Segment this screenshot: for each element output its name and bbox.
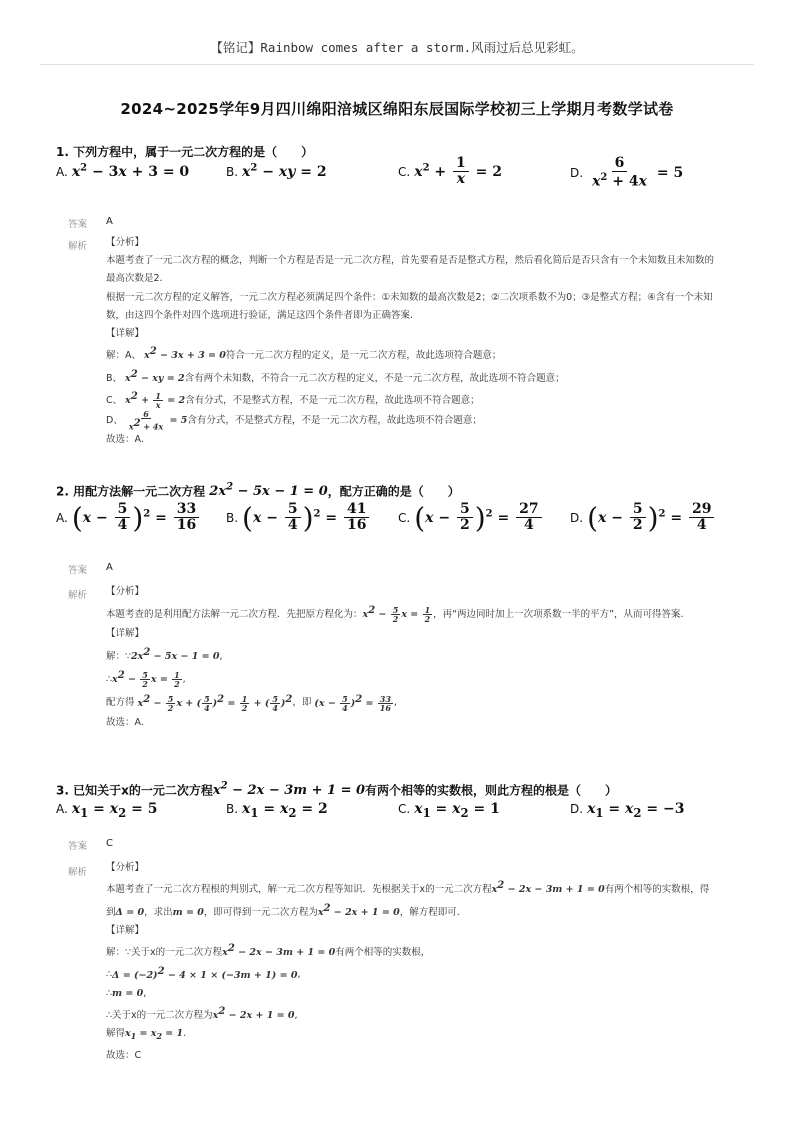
- q3-line-2: ∴Δ = $(-2)^2 - 4 \times 1 \times (-3m + 1) = 0$,: [106, 965, 301, 981]
- q1-option-d[interactable]: D. $\frac{6}{x^2 + 4x}$ = 5: [570, 155, 684, 191]
- q3-line-1: 解：∵关于x的一元二次方程$x^2 - 2x - 3m + 1 = 0$有两个相等的实数根，: [106, 943, 431, 959]
- q1-line-d: D、 $\frac{6}{x^2 + 4x}$ = 5含有分式，不是整式方程，不是一元二次方程，故此选项不符合题意；: [106, 409, 482, 432]
- q1-para-2: 根据一元二次方程的定义解答，一元二次方程必须满足四个条件：①未知数的最高次数是2；②二次项系数不为0；③是整式方程；④含有一个未知数，由这四个条件对四个选项进行验证，满足这四个条件者即为正确答案.: [106, 291, 713, 321]
- q1-line-a: 解：A、 $x^2 - 3x + 3 = 0$符合一元二次方程的定义，是一元二次方程，故此选项符合题意；: [106, 346, 502, 362]
- q3-option-d[interactable]: D. $x_1 = x_2 = -3$: [570, 801, 685, 820]
- q2-line-1: 解：$\because 2x^2 - 5x - 1 = 0$,: [106, 647, 223, 663]
- q1-analysis: [106, 234, 718, 449]
- q2-analysis: [106, 582, 718, 732]
- q3-fenxi: 【分析】: [106, 862, 145, 873]
- q3-analysis-label: 解析: [68, 867, 88, 878]
- q2-analysis-label: 解析: [68, 590, 88, 601]
- question-2-stem: 2. 用配方法解一元二次方程 $2x^2 - 5x - 1 = 0$，配方正确的是（ ）: [56, 482, 460, 500]
- q1-para-1: 本题考查了一元二次方程的概念，判断一个方程是否是一元二次方程，首先要看是否是整式方程，然后看化简后是否只含有一个未知数且未知数的最高次数是2.: [106, 255, 715, 285]
- q2-option-a[interactable]: A. (x − $\frac{5}{4}$ )$^2$ = $\frac{33}{16}$: [56, 501, 201, 534]
- q1-answer-label: 答案: [68, 219, 88, 230]
- page-header: 【铭记】Rainbow comes after a storm.风雨过后总见彩虹。: [210, 40, 584, 55]
- q2-xiangjie: 【详解】: [106, 628, 145, 640]
- q3-analysis: [106, 859, 718, 1065]
- q1-line-b: B、 $x^2$ − xy = 2含有两个未知数，不符合一元二次方程的定义，不是一元二次方程，故此选项不符合题意；: [106, 368, 565, 384]
- q1-analysis-label: 解析: [68, 241, 88, 252]
- q3-xiangjie: 【详解】: [106, 924, 145, 936]
- q2-line-2: $\therefore x^2$ − $\frac{5}{2}$ x = $\frac{1}{2}$ ,: [106, 670, 186, 690]
- question-3-stem: 3. 已知关于x的一元二次方程$x^2 - 2x - 3m + 1 = 0$有两个相等的实数根，则此方程的根是（ ）: [56, 781, 618, 799]
- q1-answer-value: A: [106, 216, 113, 227]
- q3-line-3: ∴m = 0,: [106, 987, 147, 999]
- q3-option-c[interactable]: C. $x_1 = x_2 = 1$: [398, 801, 500, 820]
- q2-option-d[interactable]: D. (x − $\frac{5}{2}$ )$^2$ = $\frac{29}{4}$: [570, 501, 716, 534]
- q3-para-1: 本题考查了一元二次方程根的判别式，解一元二次方程等知识．先根据关于x的一元二次方程$x^2 - 2x - 3m + 1 = 0$有两个相等的实数根，得到Δ = 0，求出m = 0，即可得到一元二次方程为$x^2 - 2x + 1 = 0$，解方程即可.: [106, 880, 710, 918]
- q3-end: 故选：C: [106, 1049, 142, 1061]
- q1-fenxi: 【分析】: [106, 237, 145, 248]
- q1-end: 故选：A.: [106, 433, 144, 445]
- q1-option-c[interactable]: C. $x^2$ + $\frac{1}{x}$ = 2: [398, 155, 502, 188]
- q3-option-b[interactable]: B. $x_1 = x_2 = 2$: [226, 801, 328, 820]
- page-title: 2024~2025学年9月四川绵阳涪城区绵阳东辰国际学校初三上学期月考数学试卷: [120, 100, 674, 118]
- q2-para-1: 本题考查的是利用配方法解一元二次方程．先把原方程化为：$x^2$ − $\frac{5}{2}$ x = $\frac{1}{2}$ ，再“两边同时加上一次项系数一半的平方”，从而可得答案.: [106, 605, 684, 625]
- q3-line-4: ∴关于x的一元二次方程为$x^2 - 2x + 1 = 0$,: [106, 1006, 298, 1022]
- header-divider: [40, 64, 754, 65]
- q1-option-a[interactable]: A. $x^2 - 3x + 3 = 0$: [56, 162, 190, 180]
- q1-line-c: C、 $x^2$ + $\frac{1}{x}$ = 2含有分式，不是整式方程，不是一元二次方程，故此选项不符合题意；: [106, 390, 480, 411]
- q2-line-3: 配方得 $x^2$ − $\frac{5}{2}$ x + ( $\frac{5}{4}$ )$^2$ = $\frac{1}{2}$ + ( $\frac{5}{4}$ )$^2$，即 (x − $\frac{5}{4}$ )$^2$ = $\frac{33}{16}$ ,: [106, 693, 397, 713]
- q2-option-b[interactable]: B. (x − $\frac{5}{4}$ )$^2$ = $\frac{41}{16}$: [226, 501, 371, 534]
- question-1-stem: 1. 下列方程中，属于一元二次方程的是（ ）: [56, 145, 314, 159]
- q1-xiangjie: 【详解】: [106, 328, 145, 340]
- q2-fenxi: 【分析】: [106, 586, 145, 597]
- q2-answer-label: 答案: [68, 565, 88, 576]
- q3-answer-value: C: [106, 838, 113, 849]
- q3-line-5: 解得$x_1 = x_2 = 1$.: [106, 1028, 187, 1042]
- q3-option-a[interactable]: A. $x_1 = x_2 = 5$: [56, 801, 158, 820]
- q2-answer-value: A: [106, 562, 113, 573]
- q2-option-c[interactable]: C. (x − $\frac{5}{2}$ )$^2$ = $\frac{27}{4}$: [398, 501, 544, 534]
- q2-end: 故选：A.: [106, 716, 144, 728]
- q3-answer-label: 答案: [68, 841, 88, 852]
- q1-option-b[interactable]: B. $x^2$ − xy = 2: [226, 162, 327, 180]
